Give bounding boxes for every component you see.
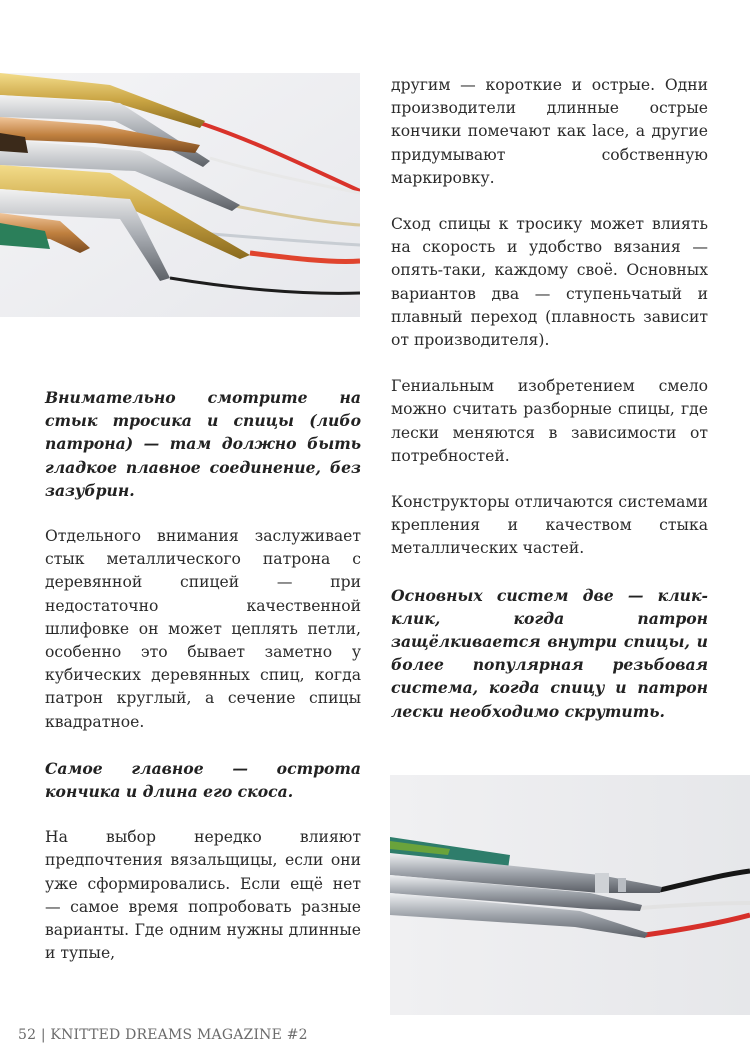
paragraph-interchangeable: Гениальным изобретением смело можно считать разборные спицы, где лески меняются в зависимости от потребностей. bbox=[391, 377, 708, 465]
paragraph-cable-transition: Сход спицы к тросику может влиять на скорость и удобство вязания — опять-таки, каждому своё. Основных вариантов два — ступеньчатый и плавный переход (плавность зависит от производителя). bbox=[391, 215, 708, 350]
paragraph-knitter-preferences: На выбор нередко влияют предпочтения вязальщицы, если они уже сформировались. Если ещё нет — самое время попробовать разные варианты. Где одним нужны длинные и тупые, bbox=[45, 828, 361, 963]
right-column bbox=[391, 74, 708, 723]
callout-two-systems: Основных систем две — клик-клик, когда патрон защёлкивается внутри спицы, и более популярная резьбовая система, когда спицу и патрон лески необходимо скрутить. bbox=[391, 585, 708, 721]
left-column bbox=[45, 386, 361, 965]
needle-tips-photo bbox=[390, 775, 750, 1015]
page-footer: 52 | KNITTED DREAMS MAGAZINE #2 bbox=[18, 1027, 308, 1043]
paragraph-constructors: Конструкторы отличаются системами крепления и качеством стыка металлических частей. bbox=[391, 493, 708, 558]
callout-joint-smoothness: Внимательно смотрите на стык тросика и спицы (либо патрона) — там должно быть гладкое плавное соединение, без зазубрин. bbox=[45, 388, 361, 500]
needles-bundle-photo bbox=[0, 73, 360, 317]
paragraph-metal-wood-joint: Отдельного внимания заслуживает стык металлического патрона с деревянной спицей — при недостаточно качественной шлифовке он может цеплять петли, особенно это бывает заметно у кубических деревянных спиц, когда патрон круглый, а сечение спицы квадратное. bbox=[45, 527, 361, 731]
paragraph-tip-types: другим — короткие и острые. Одни производители длинные острые кончики помечают как lace, а другие придумывают собственную маркировку. bbox=[391, 76, 708, 187]
callout-tip-sharpness: Самое главное — острота кончика и длина его скоса. bbox=[45, 758, 361, 802]
